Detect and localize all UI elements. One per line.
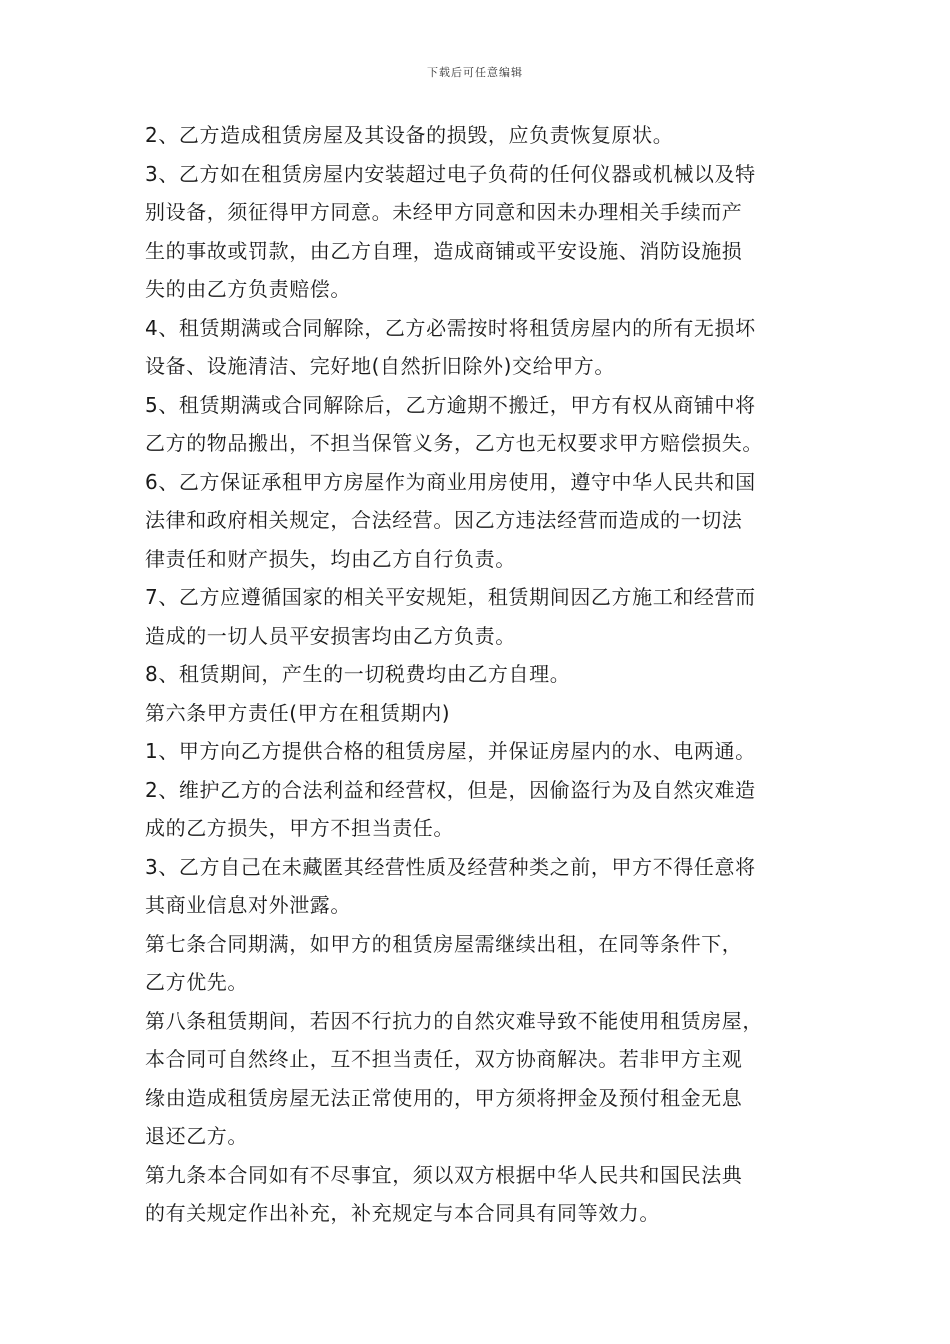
text-line: 成的乙方损失，甲方不担当责任。 (145, 816, 454, 840)
text-line: 6、乙方保证承租甲方房屋作为商业用房使用，遵守中华人民共和国 (145, 469, 756, 494)
text-line: 1、甲方向乙方提供合格的租赁房屋，并保证房屋内的水、电两通。 (145, 739, 756, 763)
text-line: 的有关规定作出补充，补充规定与本合同具有同等效力。 (145, 1201, 660, 1225)
section-heading: 第八条租赁期间，若因不行抗力的自然灾难导致不能使用租赁房屋， (145, 1008, 763, 1033)
text-line: 5、租赁期满或合同解除后，乙方逾期不搬迁，甲方有权从商铺中将 (145, 392, 756, 417)
text-line: 7、乙方应遵循国家的相关平安规矩，租赁期间因乙方施工和经营而 (145, 585, 756, 609)
text-line: 8、租赁期间，产生的一切税费均由乙方自理。 (145, 662, 571, 686)
text-line: 乙方的物品搬出，不担当保管义务，乙方也无权要求甲方赔偿损失。 (145, 431, 763, 455)
text-line: 失的由乙方负责赔偿。 (145, 277, 351, 301)
section-heading: 第七条合同期满，如甲方的租赁房屋需继续出租，在同等条件下， (145, 931, 743, 956)
text-line: 4、租赁期满或合同解除，乙方必需按时将租赁房屋内的所有无损坏 (145, 315, 756, 340)
text-line: 其商业信息对外泄露。 (145, 893, 351, 917)
text-line: 3、乙方如在租赁房屋内安装超过电子负荷的任何仪器或机械以及特 (145, 161, 756, 186)
text-line: 生的事故或罚款，由乙方自理，造成商铺或平安设施、消防设施损 (145, 238, 743, 263)
text-line: 退还乙方。 (145, 1124, 248, 1148)
text-line: 3、乙方自己在未藏匿其经营性质及经营种类之前，甲方不得任意将 (145, 854, 756, 879)
text-line: 别设备，须征得甲方同意。未经甲方同意和因未办理相关手续而产 (145, 200, 743, 224)
section-heading: 第六条甲方责任(甲方在租赁期内) (145, 700, 451, 725)
section-heading: 第九条本合同如有不尽事宜，须以双方根据中华人民共和国民法典 (145, 1162, 743, 1187)
text-line: 法律和政府相关规定，合法经营。因乙方违法经营而造成的一切法 (145, 508, 743, 532)
page-header: 下载后可任意编辑 (427, 66, 523, 79)
text-line: 乙方优先。 (145, 970, 248, 994)
text-line: 设备、设施清洁、完好地(自然折旧除外)交给甲方。 (145, 354, 616, 378)
text-line: 缘由造成租赁房屋无法正常使用的，甲方须将押金及预付租金无息 (145, 1085, 743, 1110)
text-line: 2、维护乙方的合法利益和经营权，但是，因偷盗行为及自然灾难造 (145, 777, 756, 802)
text-line: 造成的一切人员平安损害均由乙方负责。 (145, 623, 516, 648)
text-line: 律责任和财产损失，均由乙方自行负责。 (145, 546, 516, 571)
text-line: 本合同可自然终止，互不担当责任，双方协商解决。若非甲方主观 (145, 1047, 743, 1071)
text-line: 2、乙方造成租赁房屋及其设备的损毁，应负责恢复原状。 (145, 123, 674, 147)
document-body (145, 116, 815, 1233)
